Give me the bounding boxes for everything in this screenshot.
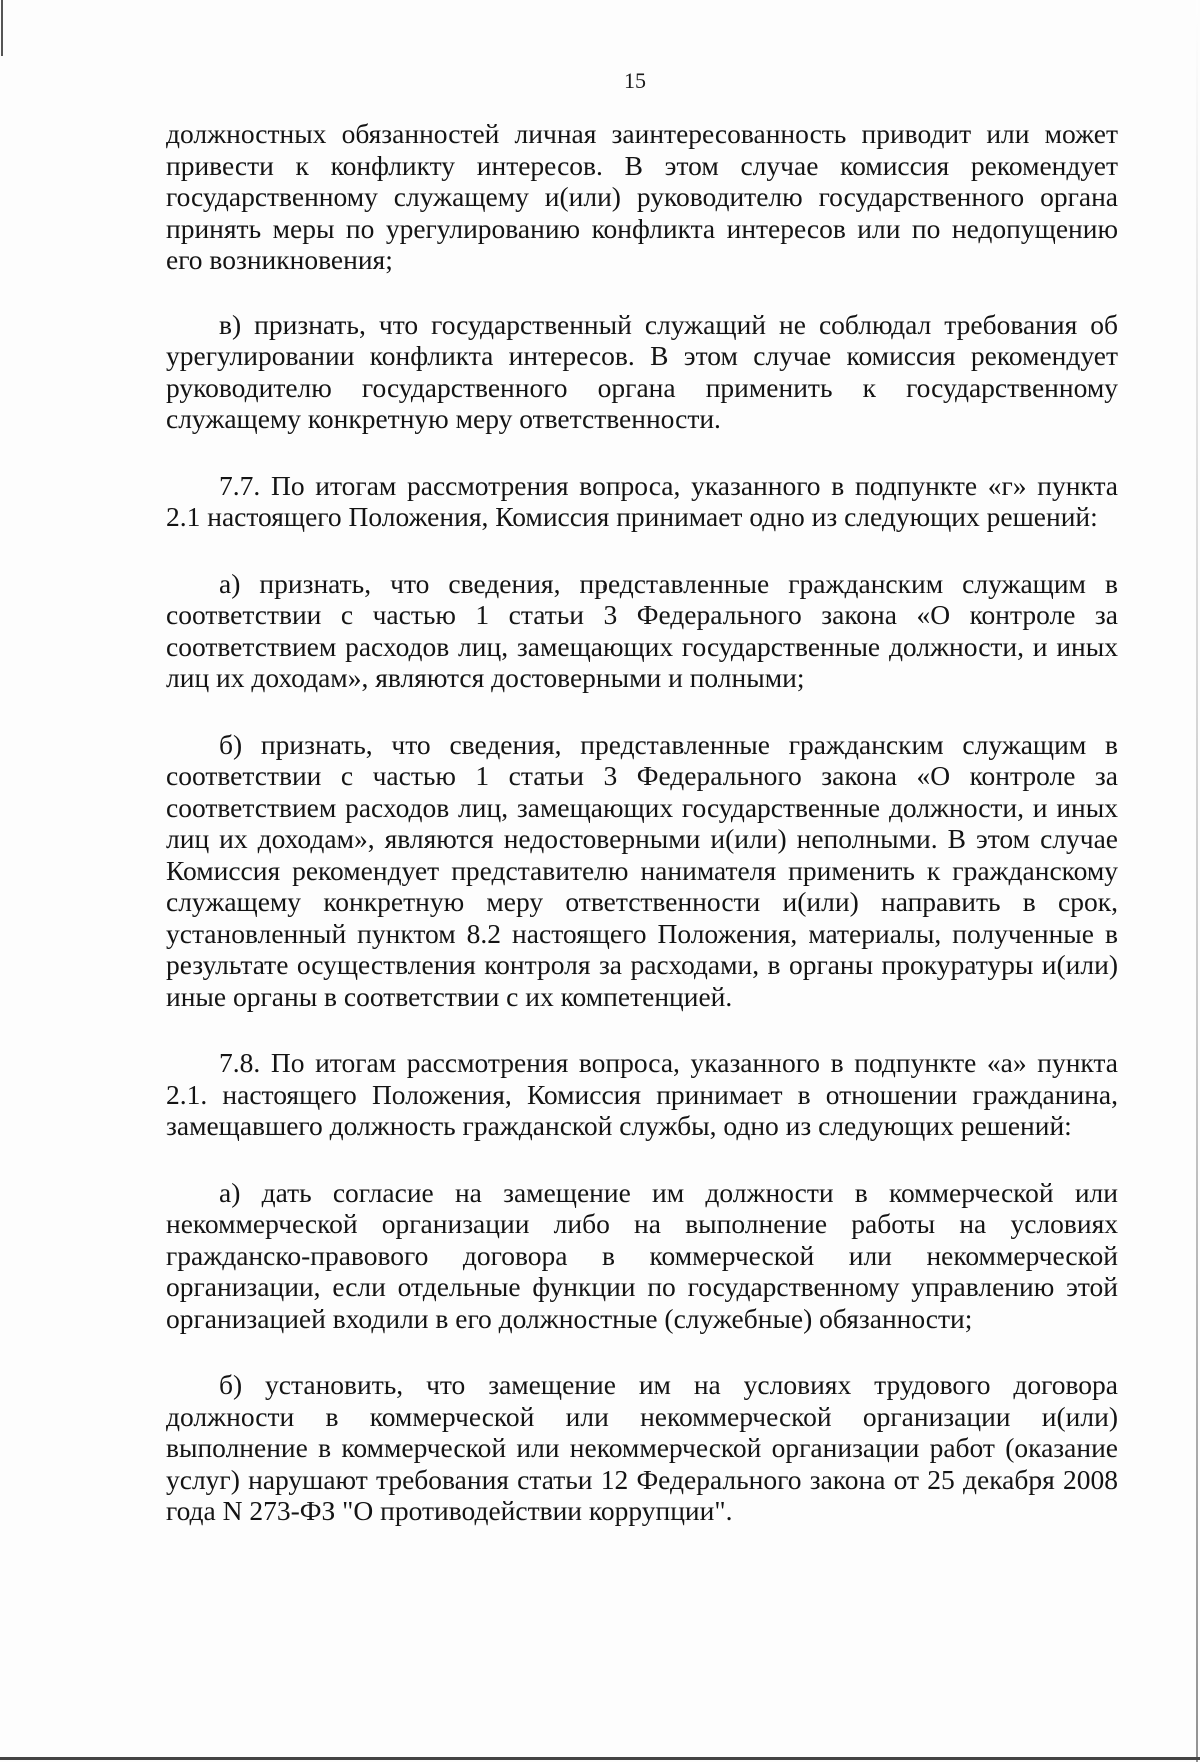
page-number: 15 — [624, 68, 646, 93]
paragraph-7-8-a: а) дать согласие на замещение им должности в коммерческой или некоммерческой организации либо на выполнение работы на условиях гражданско-правового договора в коммерческой или некоммерческой организации, если отдельные функции по государственному управлению этой организацией входили в его должностные (служебные) обязанности; — [166, 1176, 1118, 1334]
scan-edge-bottom — [0, 1757, 1200, 1760]
scan-edge-right — [1196, 0, 1198, 1762]
paragraph-7-8: 7.8. По итогам рассмотрения вопроса, указанного в подпункте «а» пункта 2.1. настоящего Положения, Комиссия принимает в отношении гражданина, замещавшего должность гражданской службы, одно из следующих решений: — [166, 1047, 1118, 1141]
paragraph-continuation: должностных обязанностей личная заинтересованность приводит или может привести к конфликту интересов. В этом случае комиссия рекомендует государственному служащему и(или) руководителю государственного органа принять меры по урегулированию конфликта интересов или по недопущению его возникновения; — [166, 118, 1118, 275]
paragraph-7-7-a: а) признать, что сведения, представленные гражданским служащим в соответствии с частью 1 статьи 3 Федерального закона «О контроле за соответствием расходов лиц, замещающих государственные должности, и иных лиц их доходам», являются достоверными и полными; — [166, 567, 1118, 693]
document-body — [166, 118, 1118, 1562]
scan-edge-left — [1, 0, 3, 56]
paragraph-item-v: в) признать, что государственный служащий не соблюдал требования об урегулировании конфликта интересов. В этом случае комиссия рекомендует руководителю государственного органа применить к государственному служащему конкретную меру ответственности. — [166, 308, 1118, 434]
paragraph-7-8-b: б) установить, что замещение им на условиях трудового договора должности в коммерческой или некоммерческой организации и(или) выполнение в коммерческой или некоммерческой организации работ (оказание услуг) нарушают требования статьи 12 Федерального закона от 25 декабря 2008 года N 273-ФЗ "О противодействии коррупции". — [166, 1369, 1118, 1526]
paragraph-7-7-b: б) признать, что сведения, представленные гражданским служащим в соответствии с частью 1 статьи 3 Федерального закона «О контроле за соответствием расходов лиц, замещающих государственные должности, и иных лиц их доходам», являются недостоверными и(или) неполными. В этом случае Комиссия рекомендует представителю нанимателя применить к гражданскому служащему конкретную меру ответственности и(или) направить в срок, установленный пунктом 8.2 настоящего Положения, материалы, полученные в результате осуществления контроля за расходами, в органы прокуратуры и(или) иные органы в соответствии с их компетенцией. — [166, 728, 1118, 1012]
paragraph-7-7: 7.7. По итогам рассмотрения вопроса, указанного в подпункте «г» пункта 2.1 настоящего Положения, Комиссия принимает одно из следующих решений: — [166, 469, 1118, 532]
